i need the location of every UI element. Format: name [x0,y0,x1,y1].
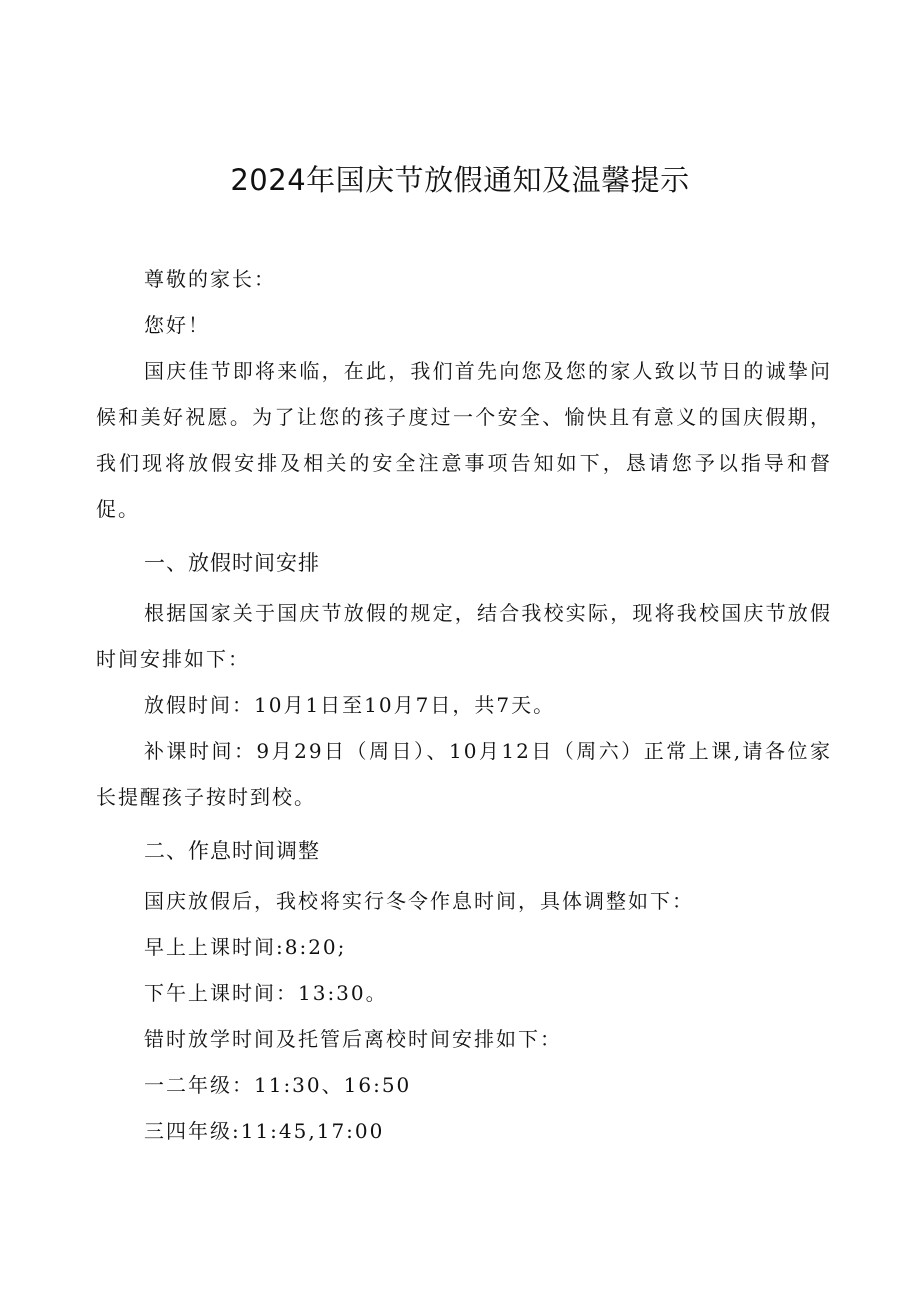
holiday-time: 放假时间：10月1日至10月7日，共7天。 [144,693,556,717]
makeup-time: 补课时间：9月29日（周日）、10月12日（周六）正常上课,请各位家长提醒孩子按时到校。 [96,739,832,809]
greeting: 您好！ [144,313,210,337]
document-title: 2024年国庆节放假通知及温馨提示 [230,163,690,197]
section-heading-1: 一、放假时间安排 [144,551,320,575]
afternoon-class-time: 下午上课时间：13:30。 [144,981,388,1005]
morning-class-time: 早上上课时间:8:20; [144,935,347,959]
grade-1-2-times: 一二年级：11:30、16:50 [144,1073,412,1097]
dismissal-intro: 错时放学时间及托管后离校时间安排如下： [144,1027,562,1051]
section-heading-2: 二、作息时间调整 [144,839,320,863]
salutation: 尊敬的家长： [144,267,276,291]
section2-paragraph: 国庆放假后，我校将实行冬令作息时间，具体调整如下： [144,889,694,913]
section1-paragraph: 根据国家关于国庆节放假的规定，结合我校实际，现将我校国庆节放假时间安排如下： [96,601,832,671]
grade-3-4-times: 三四年级:11:45,17:00 [144,1119,385,1143]
document-body [96,256,832,1154]
intro-paragraph: 国庆佳节即将来临，在此，我们首先向您及您的家人致以节日的诚挚问候和美好祝愿。为了让您的孩子度过一个安全、愉快且有意义的国庆假期，我们现将放假安排及相关的安全注意事项告知如下，恳请您予以指导和督促。 [96,359,832,521]
